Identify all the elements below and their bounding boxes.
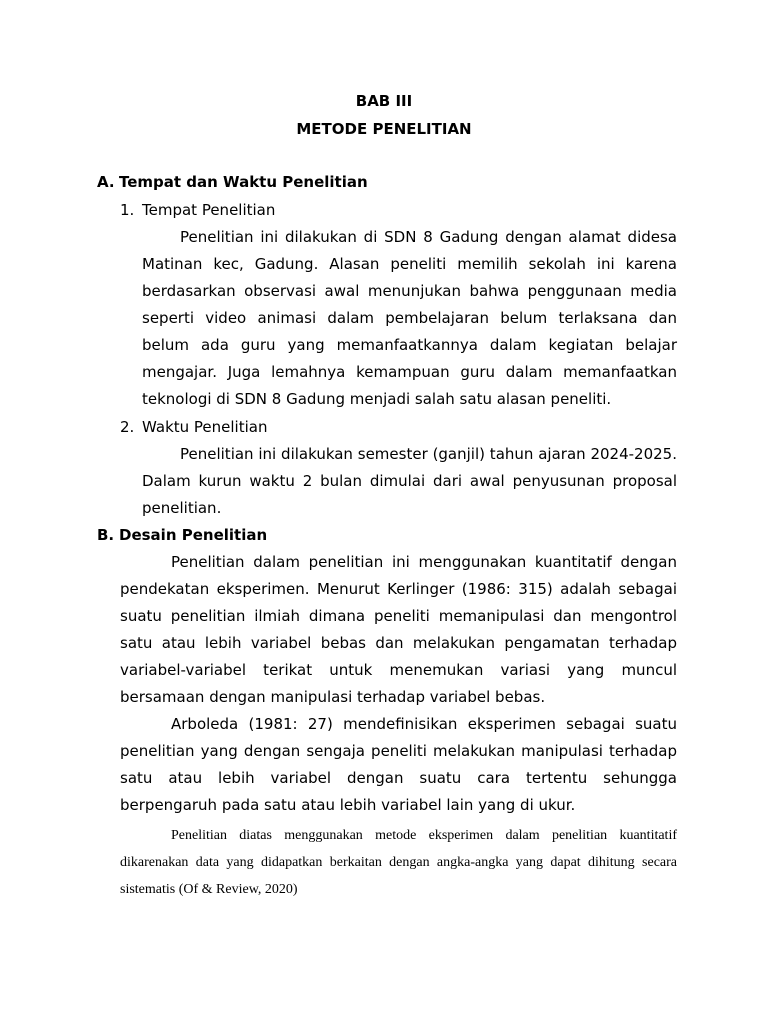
- tempat-paragraph: Penelitian ini dilakukan di SDN 8 Gadung dengan alamat didesa Matinan kec, Gadung. Alasan peneliti memilih sekolah ini karena berdasarkan observasi awal menunjukan bahwa penggunaan media seperti video animasi dalam pembelajaran belum terlaksana dan belum ada guru yang memanfaatkannya dalam kegiatan belajar mengajar. Juga lemahnya kemampuan guru dalam memanfaatkan teknologi di SDN 8 Gadung menjadi salah satu alasan peneliti.: [142, 228, 677, 408]
- section-a-title: Tempat dan Waktu Penelitian: [119, 173, 368, 191]
- section-b-title: Desain Penelitian: [119, 526, 268, 544]
- list-item-number: 1.: [120, 201, 135, 219]
- section-b-heading: [97, 526, 267, 544]
- desain-paragraph-2: Arboleda (1981: 27) mendefinisikan eksperimen sebagai suatu penelitian yang dengan sengaja peneliti melakukan manipulasi terhadap satu atau lebih variabel dengan suatu cara tertentu sehungga berpengaruh pada satu atau lebih variabel lain yang di ukur.: [120, 715, 677, 814]
- list-item-waktu: [120, 418, 267, 436]
- chapter-number: BAB III: [355, 92, 413, 110]
- list-item-number: 2.: [120, 418, 135, 436]
- chapter-title: METODE PENELITIAN: [296, 120, 472, 138]
- section-a-letter: A.: [97, 173, 115, 191]
- section-a-heading: [97, 173, 368, 191]
- waktu-paragraph: Penelitian ini dilakukan semester (ganjil) tahun ajaran 2024-2025. Dalam kurun waktu 2 bulan dimulai dari awal penyusunan proposal penelitian.: [142, 445, 677, 517]
- list-item-label: Waktu Penelitian: [142, 418, 268, 436]
- list-item-label: Tempat Penelitian: [142, 201, 276, 219]
- list-item-tempat: [120, 201, 275, 219]
- desain-paragraph-1: Penelitian dalam penelitian ini menggunakan kuantitatif dengan pendekatan eksperimen. Menurut Kerlinger (1986: 315) adalah sebagai suatu penelitian ilmiah dimana peneliti memanipulasi dan mengontrol satu atau lebih variabel bebas dan melakukan pengamatan terhadap variabel-variabel terikat untuk menemukan variasi yang muncul bersamaan dengan manipulasi terhadap variabel bebas.: [120, 553, 677, 706]
- section-b-letter: B.: [97, 526, 115, 544]
- desain-paragraph-3: Penelitian diatas menggunakan metode eksperimen dalam penelitian kuantitatif dikarenakan data yang didapatkan berkaitan dengan angka-angka yang dapat dihitung secara sistematis (Of & Review, 2020): [120, 828, 677, 897]
